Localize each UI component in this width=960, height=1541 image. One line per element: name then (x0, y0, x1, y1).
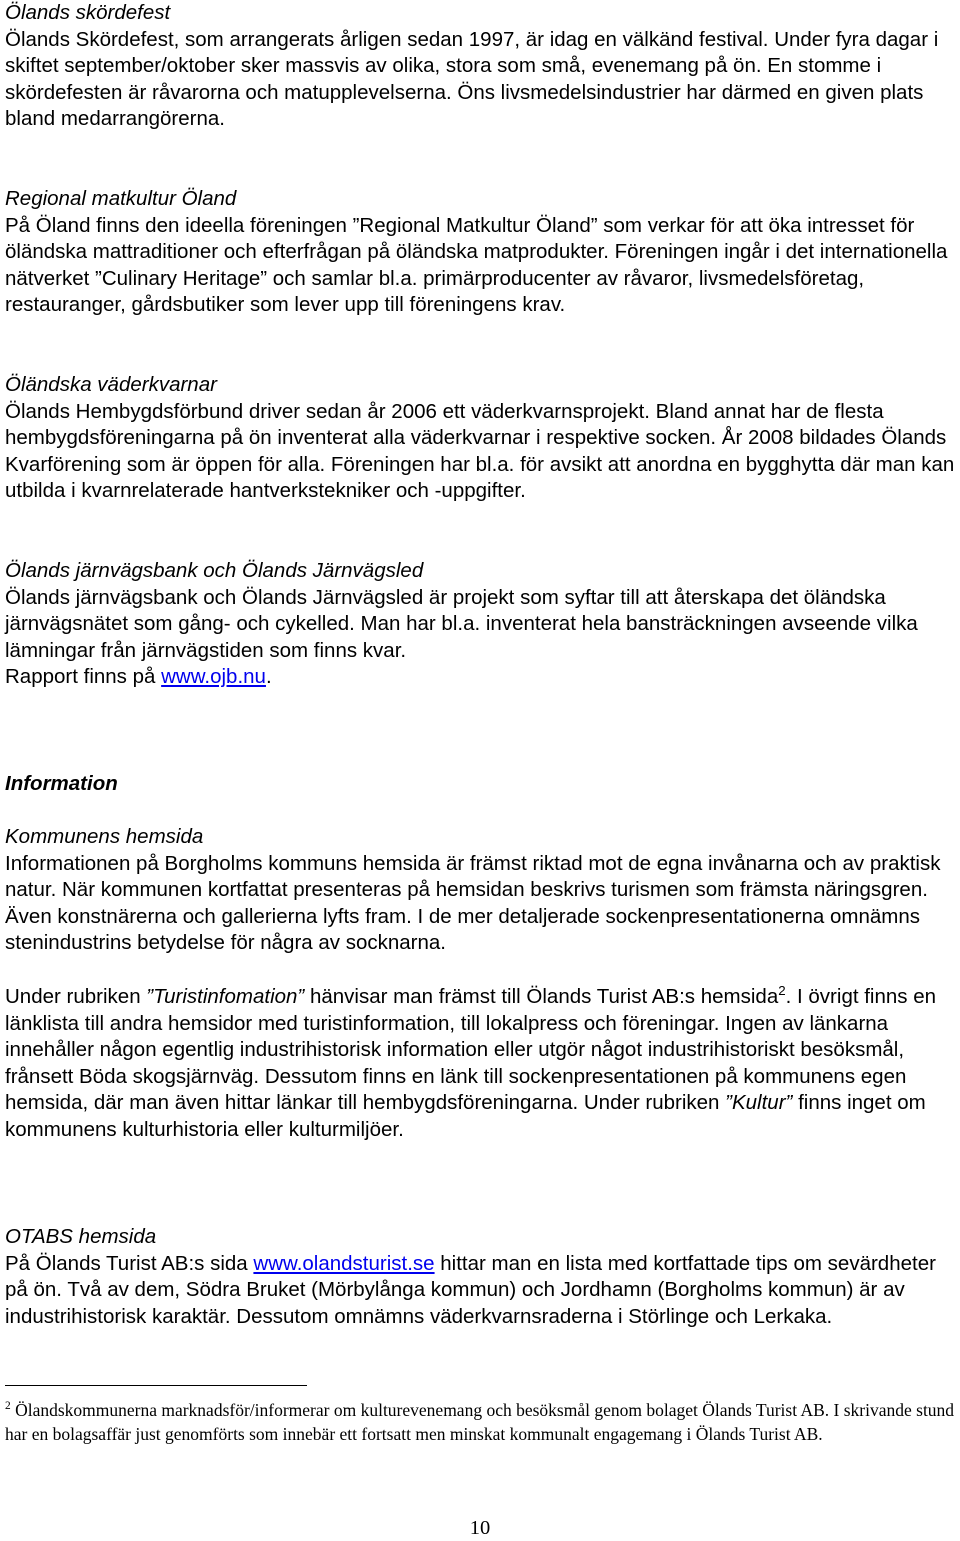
section-kommunens-hemsida (5, 824, 960, 957)
text-run: hänvisar man främst till Ölands Turist AB:s hemsida (304, 985, 779, 1008)
text-run: Under rubriken (5, 985, 147, 1008)
ojb-link[interactable]: www.ojb.nu (161, 665, 266, 689)
footnote-divider (5, 1385, 307, 1386)
footnote-ref[interactable]: 2 (778, 983, 786, 999)
text-run: På Ölands Turist AB:s sida (5, 1251, 254, 1275)
section-body: Ölands Skördefest, som arrangerats årligen sedan 1997, är idag en välkänd festival. Under fyra dagar i skiftet september/oktober sker massvis av olika, stora som små, evenemang på ön. En stomme i skördefesten är råvarorna och matupplevelserna. Öns livsmedelsindustrier har därmed en given plats bland medarrangörerna. (5, 27, 939, 131)
rubrik-kultur: ”Kultur” (725, 1091, 793, 1115)
footnote-marker: 2 (5, 1400, 11, 1413)
olandsturist-link[interactable]: www.olandsturist.se (253, 1251, 435, 1275)
footnote (5, 1398, 960, 1446)
section-otabs (5, 1224, 960, 1330)
section-heading: Ölands skördefest (5, 1, 171, 24)
section-jarnvagsbank (5, 558, 960, 691)
text-run: finns inget om kommunens kulturhistoria eller kulturmiljöer. (5, 1091, 926, 1141)
report-suffix: . (265, 665, 272, 689)
kommun-paragraph-2 (5, 984, 960, 1144)
section-vaderkvarnar (5, 372, 960, 505)
section-body: Ölands järnvägsbank och Ölands Järnvägsled är projekt som syftar till att återskapa det öländska järnvägsnätet som gång- och cykelled. Man har bl.a. inventerat hela bansträckningen avseende vilka lämningar från järnvägstiden som finns kvar. (5, 585, 918, 662)
section-heading: Regional matkultur Öland (5, 187, 237, 210)
section-regional-matkultur (5, 186, 960, 319)
section-body: Ölands Hembygdsförbund driver sedan år 2006 ett väderkvarnsprojekt. Bland annat har de flesta hembygdsföreningarna på ön inventerat alla väderkvarnar i respektive socken. År 2008 bildades Ölands Kvarförening som är öppen för alla. Föreningen har bl.a. för avsikt att anordna en bygghytta där man kan utbilda i kvarnrelaterade hantverkstekniker och -uppgifter. (5, 399, 955, 503)
section-skordefest (5, 0, 960, 133)
footnote-text: Ölandskommunerna marknadsför/informerar om kulturevenemang och besöksmål genom bolaget Ölands Turist AB. I skrivande stund har en bolagsaffär just genomförts som innebär ett fortsatt men minskat kommunalt engagemang i Ölands Turist AB. (5, 1400, 955, 1444)
section-heading: Ölands järnvägsbank och Ölands Järnvägsled (5, 559, 424, 582)
page-number: 10 (469, 1517, 491, 1539)
section-heading: OTABS hemsida (5, 1225, 157, 1248)
text-run: . I övrigt finns en länklista till andra hemsidor med turistinformation, till lokalpress och föreningar. Ingen av länkarna innehåller någon egentlig industrihistorisk information eller utgör något industrihistoriskt besöksmål, frånsett Böda skogsjärnväg. Dessutom finns en länk till sockenpresentationen på kommunens egen hemsida, där man även hittar länkar till hembygdsföreningarna. Under rubriken (5, 985, 937, 1115)
section-body: På Öland finns den ideella föreningen ”Regional Matkultur Öland” som verkar för att öka intresset för öländska mattraditioner och efterfrågan på öländska matprodukter. Föreningen ingår i det internationella nätverket ”Culinary Heritage” och samlar bl.a. primärproducenter av råvaror, livsmedelsföretag, restauranger, gårdsbutiker som lever upp till föreningens krav. (5, 213, 948, 317)
information-heading: Information (5, 772, 118, 795)
information-heading-block (5, 771, 960, 798)
section-body: Informationen på Borgholms kommuns hemsida är främst riktad mot de egna invånarna och av praktisk natur. När kommunen kortfattat presenteras på hemsidan beskrivs turismen som främsta näringsgren. Även konstnärerna och gallerierna lyfts fram. I de mer detaljerade sockenpresentationerna omnämns stenindustrins betydelse för några av socknarna. (5, 851, 941, 955)
section-heading: Kommunens hemsida (5, 825, 204, 848)
report-prefix: Rapport finns på (5, 665, 162, 689)
report-line (5, 664, 960, 691)
section-heading: Öländska väderkvarnar (5, 373, 217, 396)
rubrik-turistinformation: ”Turistinfomation” (146, 985, 305, 1008)
text-run: hittar man en lista med kortfattade tips om sevärdheter på ön. Två av dem, Södra Bruket (Mörbylånga kommun) och Jordhamn (Borgholms kommun) är av industrihistorisk karaktär. Dessutom omnämns väderkvarnsraderna i Störlinge och Lerkaka. (5, 1251, 936, 1328)
